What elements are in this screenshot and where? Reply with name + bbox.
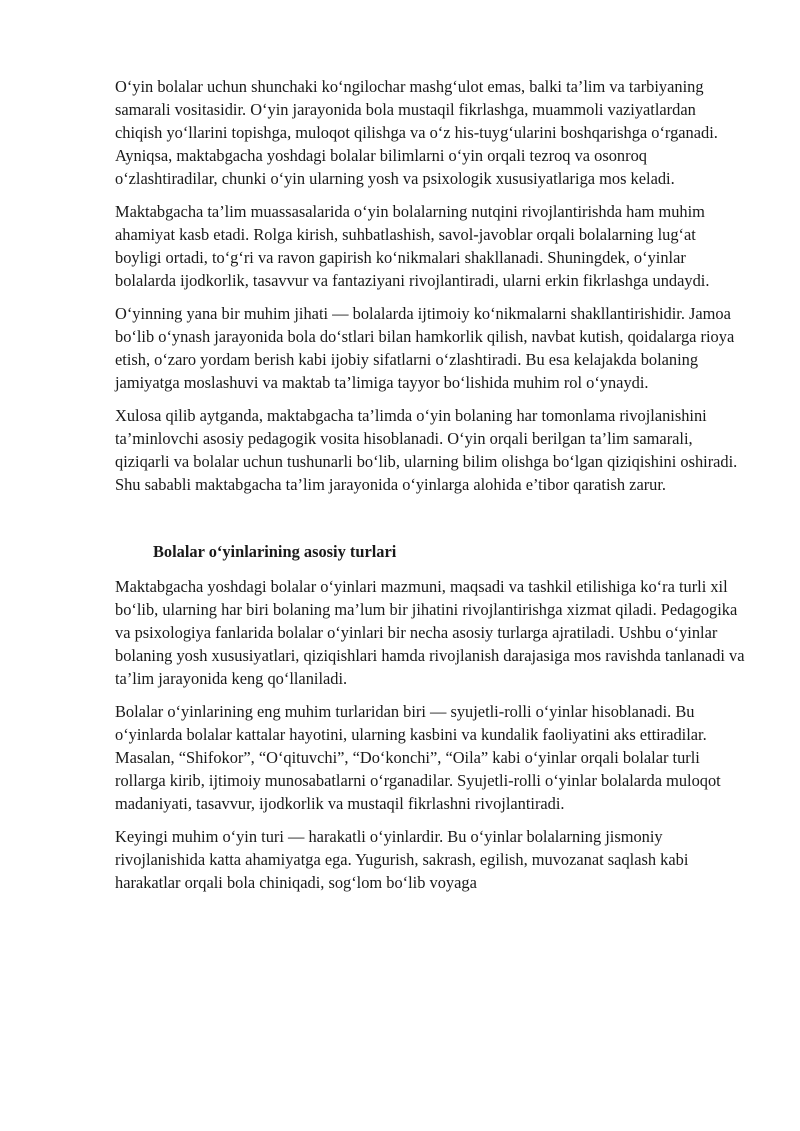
paragraph-speech-development: Maktabgacha ta’lim muassasalarida o‘yin bolalarning nutqini rivojlantirishda ham muhim ahamiyat kasb etadi. Rolga kirish, suhbatlashish, savol-javoblar orqali bolalarning lug‘at boyligi ortadi, to‘g‘ri va ravon gapirish ko‘nikmalari shakllanadi. Shuningdek, o‘yinlar bolalarda ijodkorlik, tasavvur va fantaziyani rivojlantiradi, ularni erkin fikrlashga undaydi. bbox=[115, 202, 710, 290]
paragraph-game-types-intro: Maktabgacha yoshdagi bolalar o‘yinlari mazmuni, maqsadi va tashkil etilishiga ko‘ra turli xil bo‘lib, ularning har biri bolaning ma’lum bir jihatini rivojlantirishga xizmat qiladi. Pedagogika va psixologiya fanlarida bolalar o‘yinlari bir necha asosiy turlarga ajratiladi. Ushbu o‘yinlar bolaning yosh xususiyatlari, qiziqishlari hamda rivojlanish darajasiga mos ravishda tanlanadi va ta’lim jarayonida keng qo‘llaniladi. bbox=[115, 577, 745, 688]
paragraph-conclusion: Xulosa qilib aytganda, maktabgacha ta’limda o‘yin bolaning har tomonlama rivojlanishini ta’minlovchi asosiy pedagogik vosita hisoblanadi. O‘yin orqali berilgan ta’lim samarali, qiziqarli va bolalar uchun tushunarli bo‘lib, ularning bilim olishga bo‘lgan qiziqishini oshiradi. Shu sababli maktabgacha ta’lim jarayonida o‘yinlarga alohida e’tibor qaratish zarur. bbox=[115, 406, 738, 494]
section-heading: Bolalar o‘yinlarining asosiy turlari bbox=[153, 542, 397, 561]
paragraph-games-as-education: O‘yin bolalar uchun shunchaki ko‘ngilochar mashg‘ulot emas, balki ta’lim va tarbiyaning samarali vositasidir. O‘yin jarayonida bola mustaqil fikrlashga, muammoli vaziyatlardan chiqish yo‘llarini topishga, muloqot qilishga va o‘z his-tuyg‘ularini boshqarishga o‘rganadi. Ayniqsa, maktabgacha yoshdagi bolalar bilimlarni o‘yin orqali tezroq va osonroq o‘zlashtiradilar, chunki o‘yin ularning yosh va psixologik xususiyatlariga mos keladi. bbox=[115, 77, 718, 188]
document-page bbox=[115, 75, 745, 904]
paragraph-social-skills: O‘yinning yana bir muhim jihati — bolalarda ijtimoiy ko‘nikmalarni shakllantirishidir. Jamoa bo‘lib o‘ynash jarayonida bola do‘stlari bilan hamkorlik qilish, navbat kutish, qoidalarga rioya etish, o‘zaro yordam berish kabi ijobiy sifatlarni o‘zlashtiradi. Bu esa kelajakda bolaning jamiyatga moslashuvi va maktab ta’limiga tayyor bo‘lishida muhim rol o‘ynaydi. bbox=[115, 304, 735, 392]
paragraph-active-games: Keyingi muhim o‘yin turi — harakatli o‘yinlardir. Bu o‘yinlar bolalarning jismoniy rivojlanishida katta ahamiyatga ega. Yugurish, sakrash, egilish, muvozanat saqlash kabi harakatlar orqali bola chiniqadi, sog‘lom bo‘lib voyaga bbox=[115, 827, 689, 892]
paragraph-role-play-games: Bolalar o‘yinlarining eng muhim turlaridan biri — syujetli-rolli o‘yinlar hisoblanadi. Bu o‘yinlarda bolalar kattalar hayotini, ularning kasbini va kundalik faoliyatini aks ettiradilar. Masalan, “Shifokor”, “O‘qituvchi”, “Do‘konchi”, “Oila” kabi o‘yinlar orqali bolalar turli rollarga kirib, ijtimoiy munosabatlarni o‘rganadilar. Syujetli-rolli o‘yinlar bolalarda muloqot madaniyati, tasavvur, ijodkorlik va mustaqil fikrlashni rivojlantiradi. bbox=[115, 702, 721, 813]
